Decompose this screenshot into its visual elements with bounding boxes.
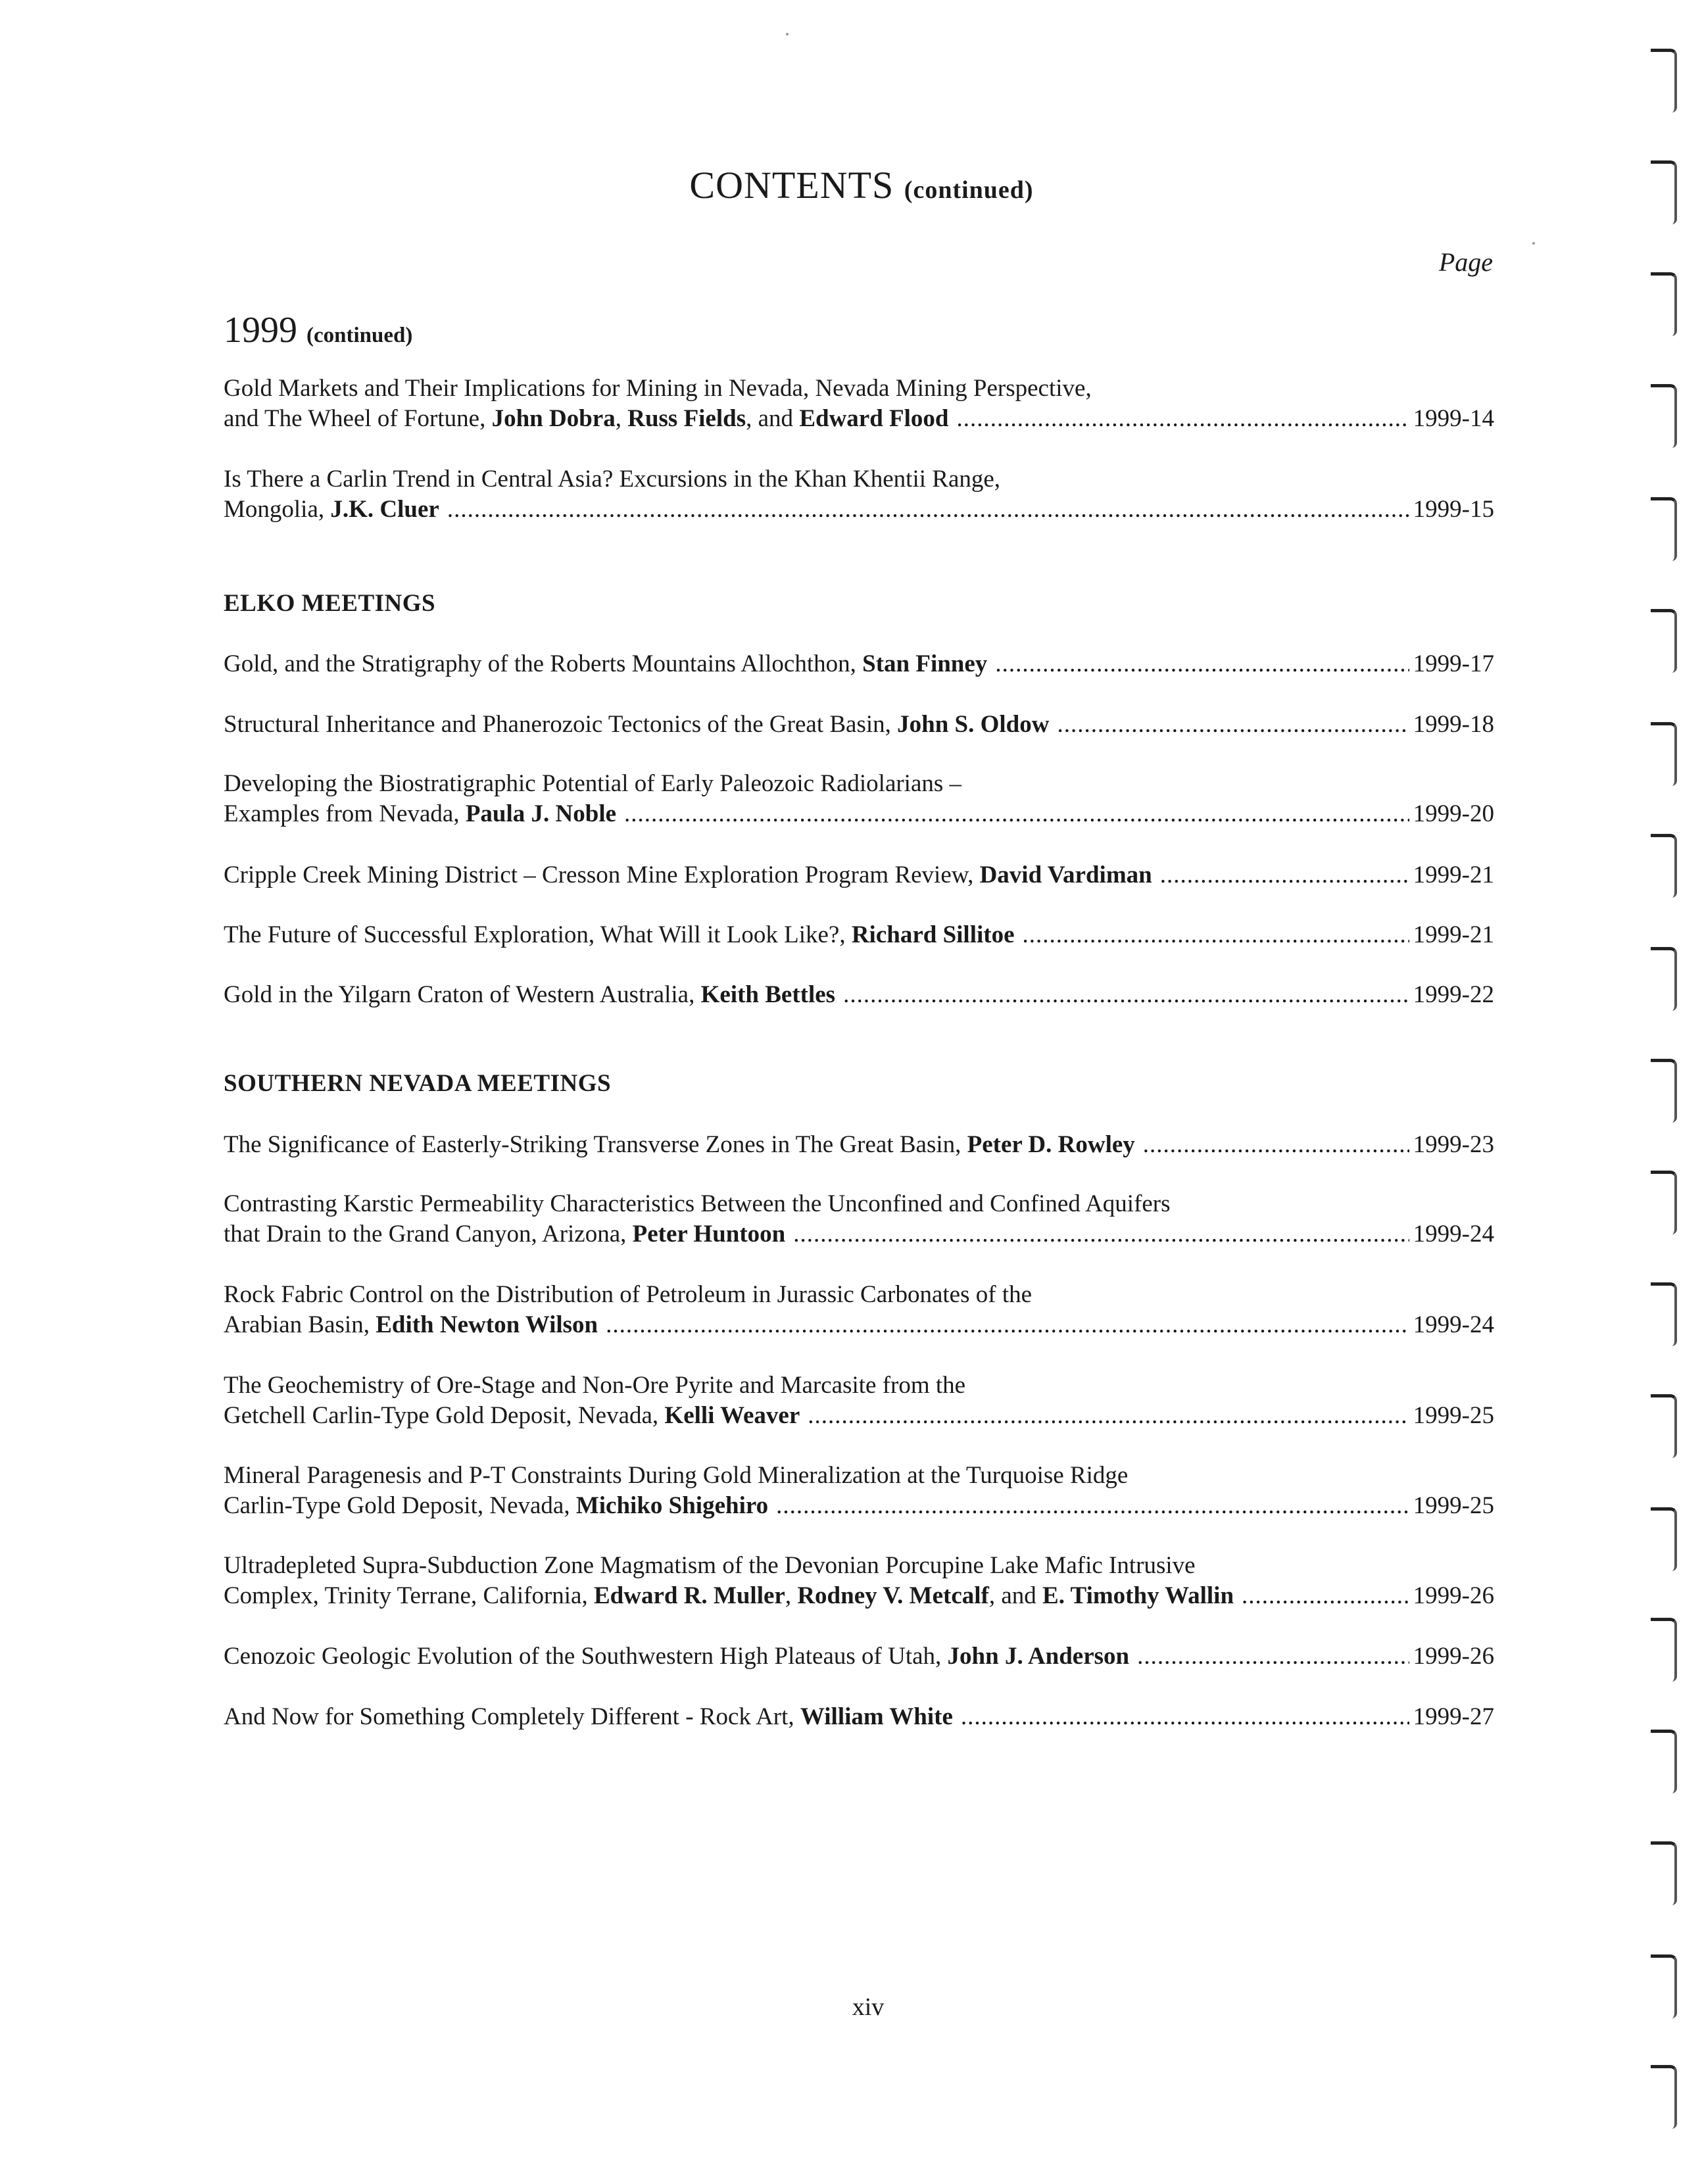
toc-entry[interactable] [224, 710, 1494, 740]
toc-entry[interactable] [224, 769, 1494, 829]
dot-leader [961, 1702, 1409, 1732]
entry-author: John J. Anderson [947, 1643, 1130, 1670]
year-continued: (continued) [306, 324, 413, 347]
entry-author: Peter D. Rowley [967, 1131, 1135, 1158]
page-column-label: Page [1438, 247, 1493, 277]
entry-title-line: Is There a Carlin Trend in Central Asia? Excursions in the Khan Khentii Range, [224, 466, 1001, 493]
entry-title-text: Carlin-Type Gold Deposit, Nevada, [224, 1492, 576, 1519]
entry-page-number: 1999-21 [1413, 921, 1494, 948]
dot-leader [843, 980, 1409, 1010]
entry-title-text: Gold, and the Stratigraphy of the Roberts Mountains Allochthon, [224, 650, 863, 677]
dot-leader [776, 1491, 1409, 1521]
toc-entry[interactable] [224, 1189, 1494, 1250]
title-text: CONTENTS [689, 164, 894, 206]
entry-author: John S. Oldow [897, 711, 1050, 738]
entry-author: Richard Sillitoe [851, 921, 1015, 948]
entry-title-text: Getchell Carlin-Type Gold Deposit, Nevada, [224, 1402, 665, 1429]
binding-ring [1651, 1171, 1677, 1234]
entry-title-text: Complex, Trinity Terrane, California, [224, 1582, 594, 1609]
page-number: xiv [852, 1993, 885, 2021]
toc-entry[interactable] [224, 649, 1494, 679]
entry-page-number: 1999-20 [1413, 800, 1494, 827]
dot-leader [447, 495, 1409, 525]
entry-title-text: Gold in the Yilgarn Craton of Western Australia, [224, 981, 701, 1008]
binding-ring [1651, 497, 1677, 561]
scan-speck [786, 33, 789, 36]
entry-title-text: Cenozoic Geologic Evolution of the Southwestern High Plateaus of Utah, [224, 1643, 948, 1670]
entry-author: J.K. Cluer [330, 496, 439, 523]
entry-author: Keith Bettles [700, 981, 836, 1008]
entry-page-number: 1999-25 [1413, 1402, 1494, 1429]
entry-title-text: The Significance of Easterly-Striking Transverse Zones in The Great Basin, [224, 1131, 967, 1158]
entry-author: Stan Finney [862, 650, 988, 677]
entry-author: Russ Fields [627, 405, 746, 432]
year-heading [224, 309, 412, 351]
entry-title-line: Contrasting Karstic Permeability Characteristics Between the Unconfined and Confined Aquifers [224, 1190, 1171, 1217]
entry-author: Edward Flood [799, 405, 949, 432]
entry-page-number: 1999-21 [1413, 861, 1494, 888]
entry-page-number: 1999-27 [1413, 1703, 1494, 1730]
section-heading-southern-nevada: SOUTHERN NEVADA MEETINGS [224, 1070, 612, 1097]
dot-leader [1242, 1581, 1409, 1611]
entry-page-number: 1999-22 [1413, 981, 1494, 1008]
toc-entry[interactable] [224, 1702, 1494, 1732]
binding-ring [1651, 1730, 1677, 1793]
year-text: 1999 [224, 310, 297, 351]
entry-title-text: Structural Inheritance and Phanerozoic Tectonics of the Great Basin, [224, 711, 898, 738]
toc-entry[interactable] [224, 860, 1494, 890]
dot-leader [957, 404, 1409, 434]
binding-ring [1651, 947, 1677, 1011]
binding-ring [1651, 272, 1677, 336]
entry-title-text: Mongolia, [224, 496, 331, 523]
dot-leader [1057, 710, 1409, 740]
binding-ring [1651, 1507, 1677, 1571]
entry-title-text: Examples from Nevada, [224, 800, 466, 827]
entry-page-number: 1999-23 [1413, 1131, 1494, 1158]
entry-page-number: 1999-26 [1413, 1582, 1494, 1609]
entry-title-text: Arabian Basin, [224, 1311, 376, 1338]
dot-leader [808, 1401, 1409, 1431]
author-separator: , and [746, 405, 800, 432]
entry-page-number: 1999-14 [1413, 405, 1494, 432]
toc-entry[interactable] [224, 1461, 1494, 1521]
entry-title-line: The Geochemistry of Ore-Stage and Non-Ore Pyrite and Marcasite from the [224, 1372, 966, 1399]
contents-title [0, 163, 1702, 207]
author-separator: , [615, 405, 628, 432]
toc-entry[interactable] [224, 374, 1494, 434]
binding-ring [1651, 49, 1677, 112]
entry-title-text: Cripple Creek Mining District – Cresson Mine Exploration Program Review, [224, 861, 980, 888]
binding-ring [1651, 1841, 1677, 1905]
author-separator: , [785, 1582, 798, 1609]
entry-title-line: Ultradepleted Supra-Subduction Zone Magmatism of the Devonian Porcupine Lake Mafic Intrusive [224, 1552, 1196, 1579]
entry-author: Kelli Weaver [664, 1402, 800, 1429]
section-heading-elko: ELKO MEETINGS [224, 590, 436, 617]
entry-author: Michiko Shigehiro [575, 1492, 769, 1519]
entry-page-number: 1999-24 [1413, 1221, 1494, 1248]
entry-page-number: 1999-25 [1413, 1492, 1494, 1519]
binding-ring [1651, 1618, 1677, 1682]
entry-author: John Dobra [491, 405, 616, 432]
dot-leader [1160, 860, 1409, 890]
author-separator: , and [988, 1582, 1043, 1609]
entry-title-text: that Drain to the Grand Canyon, Arizona, [224, 1221, 633, 1248]
entry-title-line: Gold Markets and Their Implications for Mining in Nevada, Nevada Mining Perspective, [224, 375, 1092, 402]
binding-ring [1651, 384, 1677, 448]
dot-leader [1143, 1130, 1409, 1160]
entry-author: Edith Newton Wilson [376, 1311, 598, 1338]
dot-leader [624, 799, 1409, 829]
toc-entry[interactable] [224, 920, 1494, 950]
dot-leader [793, 1219, 1409, 1250]
dot-leader [1137, 1641, 1409, 1672]
entry-author: E. Timothy Wallin [1042, 1582, 1234, 1609]
toc-entry[interactable] [224, 980, 1494, 1010]
binding-ring [1651, 1059, 1677, 1123]
entry-title-text: and The Wheel of Fortune, [224, 405, 492, 432]
title-continued: (continued) [904, 176, 1034, 204]
entry-title-line: Rock Fabric Control on the Distribution of Petroleum in Jurassic Carbonates of the [224, 1281, 1033, 1308]
binding-ring [1651, 2065, 1677, 2129]
binding-ring [1651, 834, 1677, 898]
entry-page-number: 1999-15 [1413, 496, 1494, 523]
entry-page-number: 1999-18 [1413, 711, 1494, 738]
binding-ring [1651, 1282, 1677, 1346]
toc-entry[interactable] [224, 1641, 1494, 1672]
spiral-binding [1643, 39, 1689, 2170]
entry-title-text: And Now for Something Completely Different - Rock Art, [224, 1703, 800, 1730]
entry-author: Paula J. Noble [465, 800, 617, 827]
toc-entry[interactable] [224, 1280, 1494, 1340]
binding-ring [1651, 1394, 1677, 1458]
binding-ring [1651, 722, 1677, 786]
entry-page-number: 1999-26 [1413, 1643, 1494, 1670]
entry-author: Rodney V. Metcalf [797, 1582, 989, 1609]
toc-entry[interactable] [224, 1371, 1494, 1431]
entry-author: William White [800, 1703, 953, 1730]
entry-title-line: Developing the Biostratigraphic Potential of Early Paleozoic Radiolarians – [224, 770, 962, 797]
dot-leader [1023, 920, 1409, 950]
binding-ring [1651, 1954, 1677, 2018]
dot-leader [995, 649, 1409, 679]
entry-author: Edward R. Muller [593, 1582, 785, 1609]
entry-author: David Vardiman [979, 861, 1152, 888]
binding-ring [1651, 609, 1677, 673]
toc-entry[interactable] [224, 464, 1494, 525]
entry-page-number: 1999-17 [1413, 650, 1494, 677]
toc-entry[interactable] [224, 1551, 1494, 1611]
entry-title-text: The Future of Successful Exploration, What Will it Look Like?, [224, 921, 852, 948]
binding-ring [1651, 160, 1677, 224]
toc-entry[interactable] [224, 1130, 1494, 1160]
entry-author: Peter Huntoon [632, 1221, 786, 1248]
dot-leader [606, 1310, 1409, 1340]
entry-page-number: 1999-24 [1413, 1311, 1494, 1338]
entry-title-line: Mineral Paragenesis and P-T Constraints During Gold Mineralization at the Turquoise Ridge [224, 1462, 1129, 1489]
scan-speck [1532, 242, 1535, 245]
